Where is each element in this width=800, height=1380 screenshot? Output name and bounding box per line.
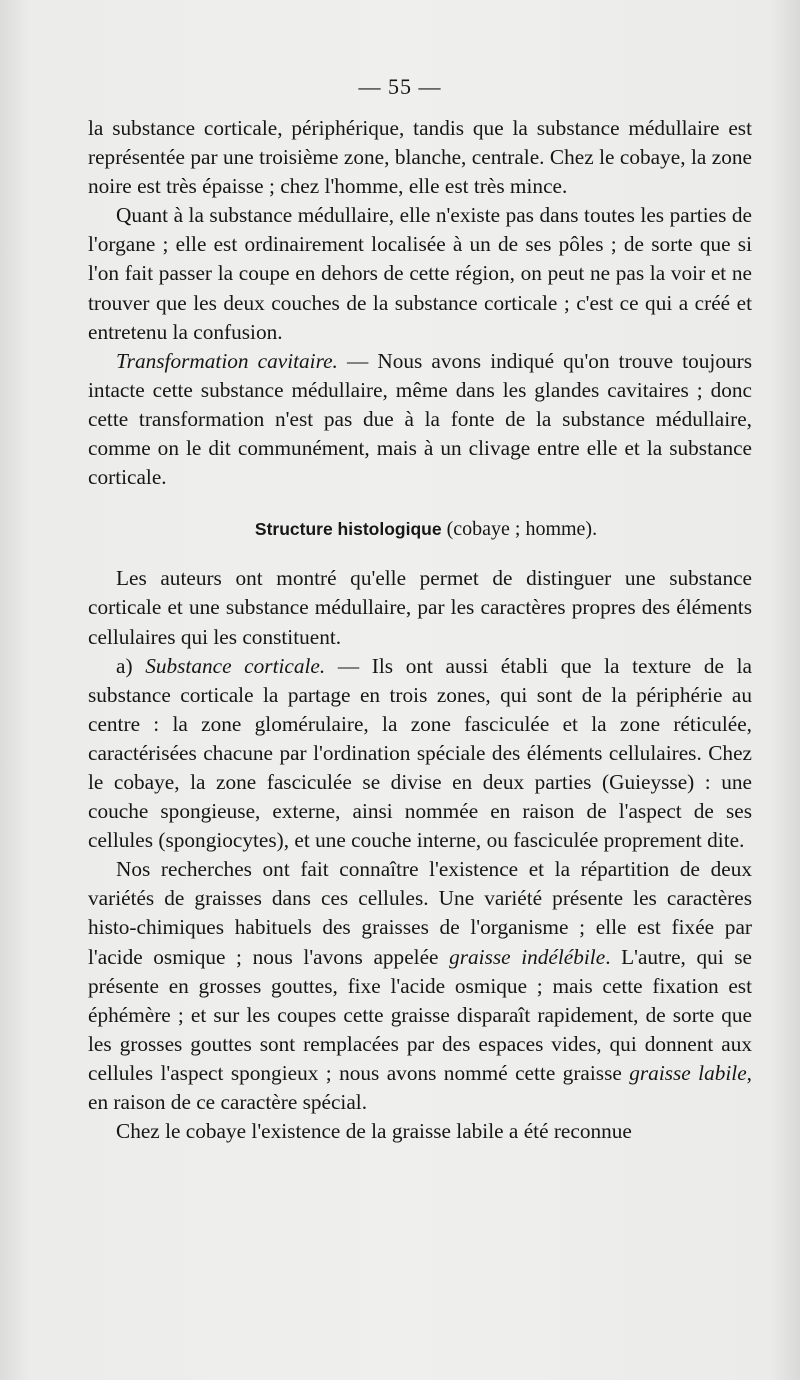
- section-heading-title: Structure histologique: [254, 519, 442, 540]
- paragraph-5-text: — Ils ont aussi établi que la texture de la substance corticale la partage en trois zones, qui sont de la périphérie au centre : la zone glomérulaire, la zone fasciculée et la zone réticulée, caractérisées chacune par l'ordination spéciale des éléments cellulaires. Chez le cobaye, la zone fasciculée se divise en deux parties (Guieysse) : une couche spongieuse, externe, ainsi nommée en raison de l'aspect de ses cellules (spongiocytes), et une couche interne, ou fasciculée proprement dite.: [88, 653, 752, 853]
- page-number: — 55 —: [358, 74, 442, 99]
- section-heading-note: (cobaye ; homme).: [441, 518, 598, 541]
- paragraph-5-marker: a): [116, 653, 146, 678]
- paragraph-6-term-2: graisse labile: [629, 1060, 747, 1085]
- paragraph-1: la substance corticale, périphérique, tandis que la substance médullaire est représentée par une troisième zone, blanche, centrale. Chez le cobaye, la zone noire est très épaisse ; chez l'homme, elle est très mince.: [88, 116, 752, 199]
- paragraph-6-text-b: . L'autre, qui se présente en grosses gouttes, fixe l'acide osmique ; mais cette fixation est éphémère ; et sur les coupes cette graisse disparaît rapidement, de sorte que les grosses gouttes sont remplacées par des espaces vides, qui donnent aux cellules l'aspect spongieux ; nous avons nommé cette graisse: [88, 944, 753, 1085]
- paragraph-3-text: — Nous avons indiqué qu'on trouve toujours intacte cette substance médullaire, même dans les glandes cavitaires ; donc cette transformation n'est pas due à la fonte de la substance médullaire, comme on le dit communément, mais à un clivage entre elle et la substance corticale.: [88, 348, 752, 490]
- paragraph-7: Chez le cobaye l'existence de la graisse labile a été reconnue: [116, 1119, 632, 1144]
- section-heading: [88, 515, 752, 544]
- paragraph-4: Les auteurs ont montré qu'elle permet de distinguer une substance corticale et une substance médullaire, par les caractères propres des éléments cellulaires qui les constituent.: [88, 566, 752, 649]
- page-body: [88, 114, 752, 1146]
- paragraph-6-term-1: graisse indélébile: [449, 944, 606, 969]
- paragraph-6-text-a: Nos recherches ont fait connaître l'existence et la répartition de deux variétés de graisses dans ces cellules. Une variété présente les caractères histo-chimiques habituels des graisses de l'organisme ; elle est fixée par l'acide osmique ; nous l'avons appelée: [88, 857, 752, 969]
- paragraph-5: [88, 652, 752, 856]
- paragraph-3: [88, 347, 752, 492]
- paragraph-6-text-c: , en raison de ce caractère spécial.: [88, 1060, 752, 1114]
- paragraph-3-lead: Transformation cavitaire.: [116, 348, 338, 373]
- paragraph-6: [88, 855, 752, 1117]
- paragraph-5-lead: Substance corticale.: [145, 653, 326, 678]
- paragraph-2: Quant à la substance médullaire, elle n'existe pas dans toutes les parties de l'organe ; elle est ordinairement localisée à un de ses pôles ; de sorte que si l'on fait passer la coupe en dehors de cette région, on peut ne pas la voir et ne trouver que les deux couches de la substance corticale ; c'est ce qui a créé et entretenu la confusion.: [88, 203, 752, 344]
